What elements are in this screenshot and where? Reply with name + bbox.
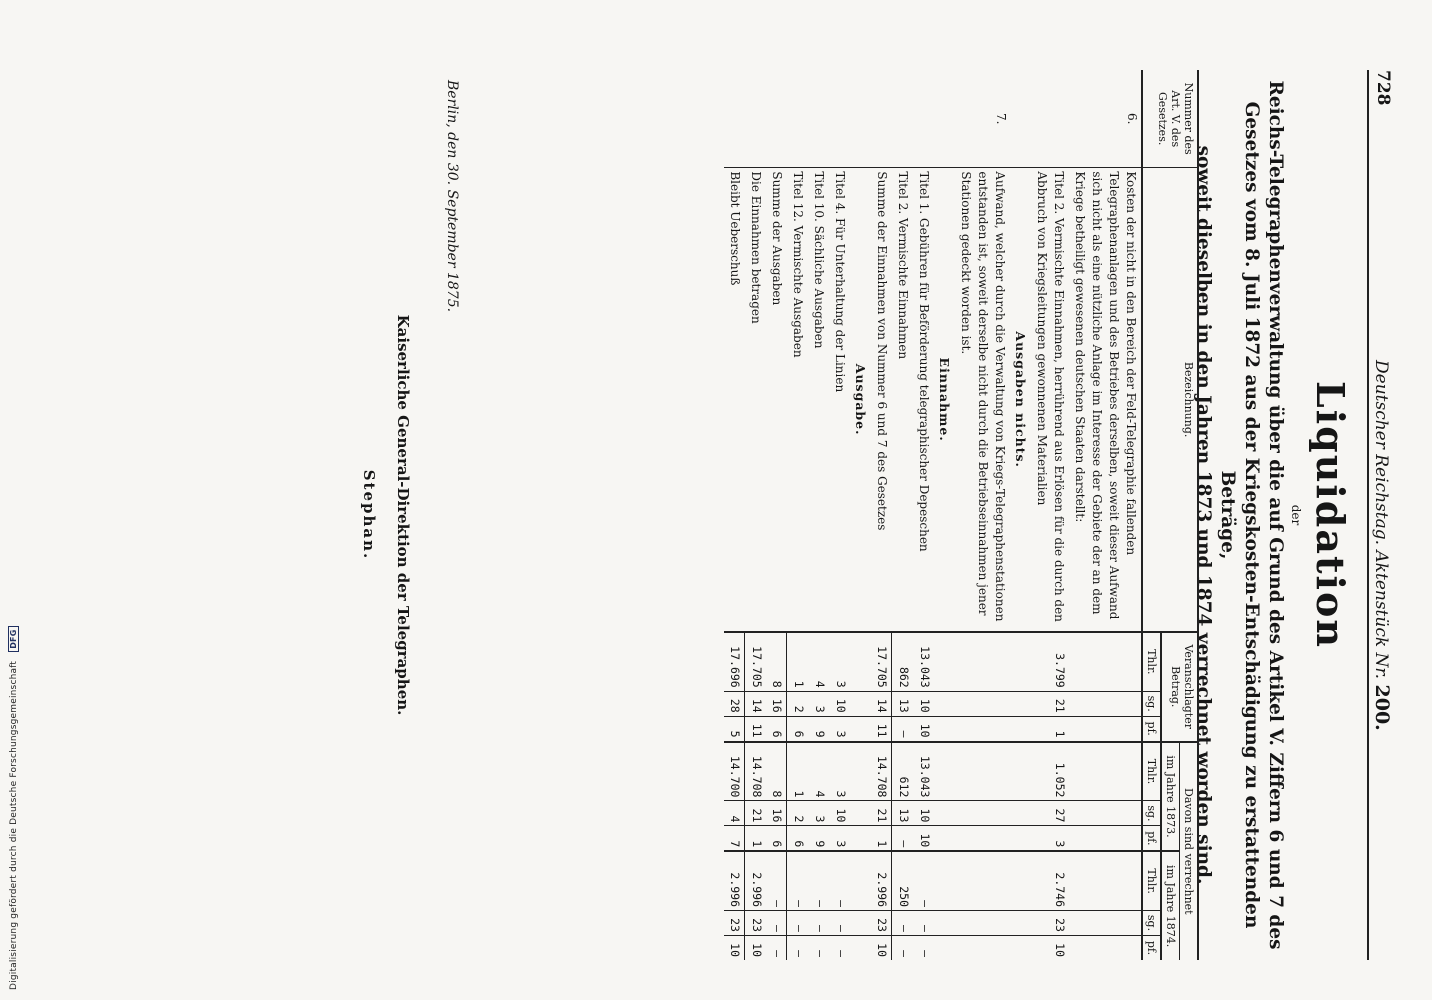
amount-1874-thlr: 250 (897, 886, 911, 908)
amount-veranschlagt-thlr (955, 632, 1010, 691)
amount-1874-thlr (1069, 851, 1142, 910)
amount-veranschlagt-sg (934, 691, 955, 716)
amount-1873-sg: 10 (913, 801, 934, 826)
amount-1873-pf (934, 826, 955, 851)
amount-veranschlagt-pf: 3 (829, 716, 850, 741)
amount-1873-sg: 4 (724, 801, 745, 826)
amount-veranschlagt-sg: 2 (787, 691, 808, 716)
running-header (1367, 70, 1395, 960)
amount-1873-pf (850, 826, 871, 851)
amount-veranschlagt-sg: 10 (829, 691, 850, 716)
amount-1873-pf: 3 (1031, 826, 1069, 851)
document-title: Liquidation (1308, 381, 1353, 649)
amount-veranschlagt-sg: 14 (871, 691, 892, 716)
amount-veranschlagt-sg (850, 691, 871, 716)
amount-1874-pf (850, 935, 871, 960)
amount-1874-sg: — (766, 911, 787, 936)
row-number: 6. (1069, 70, 1142, 168)
row-description: Kosten der nicht in den Bereich der Feld-Telegraphie fallenden Telegraphenanlagen und des Betriebes derselben, soweit dieser Aufwand sich nicht als eine nützliche Anlage im Interesse der Gebiete der an dem Kriege betheiligt gewesenen deutschen Staaten darstellt: (1069, 168, 1142, 632)
table-row (955, 70, 1010, 960)
amount-1874-thlr: — (813, 900, 827, 908)
header-veranschlagter: Veranschlagter Betrag. (1161, 632, 1198, 742)
subtitle-line: soweit dieselben in den Jahren 1873 und 1874 verrechnet worden sind. (1193, 145, 1214, 885)
amount-1874-pf: — (892, 935, 913, 960)
unit-header-sg: sg. (1142, 801, 1161, 826)
amount-1873-sg (934, 801, 955, 826)
amount-1873-pf: 9 (808, 826, 829, 851)
amount-veranschlagt-thlr: 862 (897, 666, 911, 688)
amount-veranschlagt-pf (1069, 716, 1142, 741)
unit-header-pf: pf. (1142, 935, 1161, 960)
row-description: Titel 2. Vermischte Einnahmen, herrührend aus Erlösen für die durch den Abbruch von Kriegsleitungen gewonnenen Materialien (1031, 168, 1069, 632)
amount-veranschlagt-thlr: 4 (813, 680, 827, 688)
digitization-note (8, 590, 19, 990)
amount-veranschlagt-pf: — (892, 716, 913, 741)
unit-header-thlr: Thlr. (1142, 851, 1161, 910)
row-number (808, 70, 829, 168)
row-description: Titel 2. Vermischte Einnahmen (892, 168, 913, 632)
row-number (787, 70, 808, 168)
unit-header-sg: sg. (1142, 691, 1161, 716)
digitization-note-text: Digitalisierung gefördert durch die Deutsche Forschungsgemeinschaft (9, 660, 19, 990)
liquidation-table (724, 70, 1199, 960)
amount-1874-pf: 10 (871, 935, 892, 960)
amount-1873-sg: 16 (766, 801, 787, 826)
amount-1874-thlr: — (834, 900, 848, 908)
unit-header-sg: sg. (1142, 911, 1161, 936)
amount-1874-sg: 23 (724, 911, 745, 936)
amount-1873-thlr: 1 (792, 790, 806, 798)
amount-1874-thlr: 2.996 (724, 851, 745, 910)
amount-1873-pf (1010, 826, 1031, 851)
amount-1874-sg: — (829, 911, 850, 936)
row-description: Titel 10. Sächliche Ausgaben (808, 168, 829, 632)
header-1873: im Jahre 1873. (1161, 742, 1180, 852)
amount-veranschlagt-pf: 10 (913, 716, 934, 741)
amount-veranschlagt-thlr: 3.799 (1053, 653, 1067, 688)
table-row (766, 70, 787, 960)
signature-name: Stephan. (360, 469, 378, 561)
running-head-text: Deutscher Reichstag. Aktenstück Nr. (1371, 360, 1391, 680)
section-heading: Einnahme. (934, 168, 955, 632)
running-head (1371, 360, 1393, 731)
amount-1874-thlr: — (792, 900, 806, 908)
header-davon: Davon sind verrechnet (1180, 742, 1199, 960)
amount-1874-sg (850, 911, 871, 936)
amount-1873-pf (1069, 826, 1142, 851)
amount-veranschlagt-pf: 1 (1031, 716, 1069, 741)
amount-1873-pf (955, 826, 1010, 851)
amount-veranschlagt-sg: 10 (913, 691, 934, 716)
amount-1874-sg (955, 911, 1010, 936)
amount-1873-sg: 3 (808, 801, 829, 826)
table-row (1069, 70, 1142, 960)
unit-header-thlr: Thlr. (1142, 632, 1161, 691)
amount-veranschlagt-pf (1010, 716, 1031, 741)
amount-1874-thlr: 2.746 (1053, 872, 1067, 908)
amount-1873-thlr (850, 742, 871, 801)
header-1874: im Jahre 1874. (1161, 851, 1180, 960)
place-date: Berlin, den 30. September 1875. (444, 80, 460, 313)
amount-veranschlagt-thlr: 8 (766, 632, 787, 691)
amount-veranschlagt-pf: 9 (808, 716, 829, 741)
amount-1874-pf: — (808, 935, 829, 960)
amount-veranschlagt-thlr: 13.043 (918, 646, 932, 688)
unit-header-pf: pf. (1142, 826, 1161, 851)
section-heading: Ausgabe. (850, 168, 871, 632)
table-row (787, 70, 808, 960)
amount-1874-pf (1069, 935, 1142, 960)
table-row (1010, 70, 1031, 960)
table-row (850, 70, 871, 960)
amount-1873-pf: 3 (829, 826, 850, 851)
row-description: Die Einnahmen betragen (745, 168, 766, 632)
amount-1873-pf: 1 (871, 826, 892, 851)
row-description: Titel 1. Gebühren für Beförderung telegraphischer Depeschen (913, 168, 934, 632)
amount-veranschlagt-thlr: 17.705 (750, 646, 764, 688)
row-description: Titel 12. Vermischte Ausgaben (787, 168, 808, 632)
amount-veranschlagt-sg (1010, 691, 1031, 716)
amount-1874-pf: 10 (1031, 935, 1069, 960)
amount-1873-thlr: 1.052 (1053, 762, 1067, 798)
amount-veranschlagt-thlr: 3 (834, 680, 848, 688)
amount-1874-sg: 23 (1031, 911, 1069, 936)
table-row (808, 70, 829, 960)
amount-1873-pf: 6 (766, 826, 787, 851)
row-description: Bleibt Ueberschuß (724, 168, 745, 632)
section-heading: Ausgaben nichts. (1010, 168, 1031, 632)
row-number (829, 70, 850, 168)
amount-1873-thlr (955, 742, 1010, 801)
document-subtitle (1191, 70, 1287, 960)
amount-1873-sg: 2 (787, 801, 808, 826)
row-number (892, 70, 913, 168)
amount-veranschlagt-pf: 11 (871, 716, 892, 741)
row-number (766, 70, 787, 168)
amount-veranschlagt-thlr (1069, 632, 1142, 691)
amount-1873-thlr: 14.708 (750, 755, 764, 798)
amount-1874-thlr (955, 851, 1010, 910)
amount-veranschlagt-sg: 3 (808, 691, 829, 716)
amount-1873-sg: 21 (745, 801, 766, 826)
amount-veranschlagt-sg: 21 (1031, 691, 1069, 716)
row-number (745, 70, 766, 168)
amount-1873-pf: 10 (913, 826, 934, 851)
amount-veranschlagt-sg (1069, 691, 1142, 716)
amount-veranschlagt-pf: 11 (745, 716, 766, 741)
amount-1874-thlr: — (766, 851, 787, 910)
amount-veranschlagt-sg: 13 (892, 691, 913, 716)
row-description: Titel 4. Für Unterhaltung der Linien (829, 168, 850, 632)
amount-1873-sg (955, 801, 1010, 826)
row-number (934, 70, 955, 168)
amount-veranschlagt-pf (955, 716, 1010, 741)
unit-header-pf: pf. (1142, 716, 1161, 741)
subtitle-line: Gesetzes vom 8. Juli 1872 aus der Kriegskosten-Entschädigung zu erstattenden Beträge, (1217, 101, 1262, 929)
header-nummer: Nummer des Art. V. des Gesetzes. (1142, 70, 1198, 168)
amount-1874-thlr: 2.996 (871, 851, 892, 910)
amount-1873-pf: 7 (724, 826, 745, 851)
row-number (850, 70, 871, 168)
amount-1873-sg: 13 (892, 801, 913, 826)
table-row (1031, 70, 1069, 960)
header-bezeichnung: Bezeichnung. (1142, 168, 1198, 632)
amount-1874-sg (1010, 911, 1031, 936)
amount-1874-pf (1010, 935, 1031, 960)
amount-1874-sg: — (892, 911, 913, 936)
row-number (724, 70, 745, 168)
amount-1874-thlr (850, 851, 871, 910)
amount-1873-thlr (1069, 742, 1142, 801)
amount-1873-thlr: 612 (897, 776, 911, 798)
amount-veranschlagt-sg (955, 691, 1010, 716)
table-row (913, 70, 934, 960)
amount-1874-thlr (1010, 851, 1031, 910)
row-description: Summe der Einnahmen von Nummer 6 und 7 des Gesetzes (871, 168, 892, 632)
amount-1873-thlr: 8 (766, 742, 787, 801)
amount-1874-pf: — (766, 935, 787, 960)
table-row (724, 70, 745, 960)
amount-1874-pf: — (787, 935, 808, 960)
amount-1873-sg (850, 801, 871, 826)
amount-veranschlagt-thlr (934, 632, 955, 691)
subtitle-line: Reichs-Telegraphenverwaltung über die auf Grund des Artikel V. Ziffern 6 und 7 des (1265, 80, 1286, 950)
title-der: der (1289, 504, 1303, 526)
aktenstueck-number: 200. (1371, 684, 1393, 731)
issuing-authority: Kaiserliche General-Direktion der Telegraphen. (394, 314, 412, 716)
amount-1874-pf: 10 (724, 935, 745, 960)
amount-veranschlagt-pf (934, 716, 955, 741)
amount-1873-sg: 21 (871, 801, 892, 826)
amount-1873-thlr (934, 742, 955, 801)
amount-veranschlagt-thlr (850, 632, 871, 691)
page-number: 728 (1373, 70, 1393, 106)
amount-1874-pf (934, 935, 955, 960)
amount-veranschlagt-thlr (1010, 632, 1031, 691)
amount-1874-sg: — (808, 911, 829, 936)
amount-1874-pf: — (913, 935, 934, 960)
amount-1874-sg: — (787, 911, 808, 936)
amount-1874-sg (934, 911, 955, 936)
amount-1874-thlr: — (918, 900, 932, 908)
amount-1873-thlr (1010, 742, 1031, 801)
table-row (871, 70, 892, 960)
amount-1873-pf: 6 (787, 826, 808, 851)
amount-veranschlagt-thlr: 1 (792, 680, 806, 688)
amount-1874-sg (1069, 911, 1142, 936)
amount-1873-sg: 10 (829, 801, 850, 826)
amount-1874-pf (955, 935, 1010, 960)
row-description: Summe der Ausgaben (766, 168, 787, 632)
amount-veranschlagt-pf (850, 716, 871, 741)
amount-1873-sg: 27 (1031, 801, 1069, 826)
amount-1873-sg (1069, 801, 1142, 826)
amount-1874-sg: 23 (871, 911, 892, 936)
unit-header-thlr: Thlr. (1142, 742, 1161, 801)
amount-1873-sg (1010, 801, 1031, 826)
row-number (913, 70, 934, 168)
amount-1874-sg: — (913, 911, 934, 936)
amount-1873-thlr: 14.708 (871, 742, 892, 801)
table-row (934, 70, 955, 960)
amount-1874-pf: — (829, 935, 850, 960)
amount-1874-pf: 10 (745, 935, 766, 960)
amount-1873-pf: 1 (745, 826, 766, 851)
table-body (724, 70, 1142, 960)
dfg-logo: DFG (8, 627, 19, 652)
amount-veranschlagt-pf: 6 (787, 716, 808, 741)
amount-veranschlagt-pf: 5 (724, 716, 745, 741)
amount-1873-thlr: 13.043 (918, 755, 932, 798)
row-number: 7. (955, 70, 1010, 168)
amount-1874-sg: 23 (745, 911, 766, 936)
amount-veranschlagt-sg: 16 (766, 691, 787, 716)
row-description: Aufwand, welcher durch die Verwaltung von Kriegs-Telegraphenstationen entstanden ist, soweit derselbe nicht durch die Betriebseinnahmen jener Stationen gedeckt worden ist. (955, 168, 1010, 632)
table-row (745, 70, 766, 960)
amount-veranschlagt-sg: 14 (745, 691, 766, 716)
amount-veranschlagt-pf: 6 (766, 716, 787, 741)
amount-veranschlagt-thlr: 17.705 (871, 632, 892, 691)
amount-1874-thlr: 2.996 (750, 872, 764, 908)
amount-1873-thlr: 4 (813, 790, 827, 798)
amount-1873-thlr: 14.700 (724, 742, 745, 801)
table-head (1142, 70, 1198, 960)
amount-1873-pf: — (892, 826, 913, 851)
row-number (1010, 70, 1031, 168)
table-row (829, 70, 850, 960)
amount-veranschlagt-thlr: 17.696 (724, 632, 745, 691)
rotated-document-page (315, 70, 1395, 960)
amount-1873-thlr: 3 (834, 790, 848, 798)
amount-veranschlagt-sg: 28 (724, 691, 745, 716)
table-row (892, 70, 913, 960)
row-number (871, 70, 892, 168)
row-number (1031, 70, 1069, 168)
amount-1874-thlr (934, 851, 955, 910)
